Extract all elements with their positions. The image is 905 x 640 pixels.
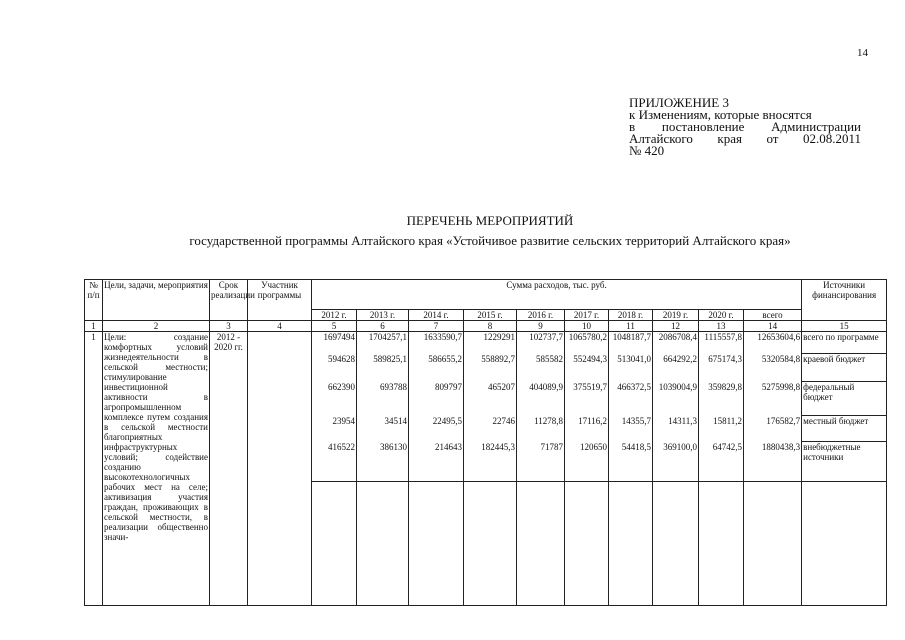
appendix-date: 02.08.2011 [802,131,861,146]
value-cell: 1633590,7 [409,332,464,354]
value-cell: 120650 [565,442,609,482]
value-cell: 386130 [357,442,409,482]
value-cell: 369100,0 [653,442,699,482]
value-cell: 1039004,9 [653,382,699,416]
value-cell: 465207 [464,382,517,416]
value-cell: 375519,7 [565,382,609,416]
header-year: 2016 г. [517,310,565,321]
value-cell: 182445,3 [464,442,517,482]
value-cell: 64742,5 [699,442,744,482]
appendix-word: в [629,119,636,134]
value-cell: 416522 [312,442,357,482]
document-title: ПЕРЕЧЕНЬ МЕРОПРИЯТИЙ [406,213,574,228]
appendix-word: Алтайского [629,131,693,146]
empty-cell [312,482,357,606]
source-cell: краевой бюджет [802,354,887,382]
appendix-word: от [766,131,779,146]
value-cell: 1065780,2 [565,332,609,354]
value-cell: 214643 [409,442,464,482]
header-term: Срок реализации [210,280,248,321]
value-cell: 1115557,8 [699,332,744,354]
value-cell: 693788 [357,382,409,416]
header-year: 2012 г. [312,310,357,321]
empty-cell [653,482,699,606]
header-year: 2013 г. [357,310,409,321]
header-year: 2018 г. [609,310,653,321]
value-cell: 34514 [357,416,409,442]
value-cell: 558892,7 [464,354,517,382]
value-cell: 22746 [464,416,517,442]
source-cell: местный бюджет [802,416,887,442]
value-cell-total: 12653604,6 [744,332,802,354]
value-cell: 664292,2 [653,354,699,382]
value-cell: 594628 [312,354,357,382]
header-year: 2014 г. [409,310,464,321]
value-cell: 71787 [517,442,565,482]
value-cell: 552494,3 [565,354,609,382]
header-participant: Участник программы [248,280,312,321]
value-cell: 466372,5 [609,382,653,416]
column-number: 12 [653,321,699,332]
appendix-word: постановление [661,119,745,134]
value-cell: 1697494 [312,332,357,354]
appendix-number: № 420 [629,143,665,158]
column-number: 5 [312,321,357,332]
value-cell: 11278,8 [517,416,565,442]
value-cell: 102737,7 [517,332,565,354]
participant-cell [248,332,312,606]
appendix-block [629,97,861,157]
appendix-line: к Изменениям, которые вносятся [629,107,812,122]
column-number: 10 [565,321,609,332]
empty-cell [409,482,464,606]
value-cell: 585582 [517,354,565,382]
column-number: 2 [103,321,210,332]
empty-cell [565,482,609,606]
value-cell: 586655,2 [409,354,464,382]
column-number: 7 [409,321,464,332]
appendix-title: ПРИЛОЖЕНИЕ 3 [629,95,729,110]
source-cell: всего по программе [802,332,887,354]
header-year-total: всего [744,310,802,321]
appendix-word: Администрации [771,119,861,134]
measures-table [84,279,887,606]
header-year: 2017 г. [565,310,609,321]
header-expenses: Сумма расходов, тыс. руб. [312,280,802,310]
value-cell: 1704257,1 [357,332,409,354]
value-cell: 513041,0 [609,354,653,382]
header-sources: Источники финансирования [802,280,887,321]
empty-cell [609,482,653,606]
empty-cell [699,482,744,606]
header-year: 2020 г. [699,310,744,321]
page-number: 14 [857,47,868,59]
value-cell-total: 176582,7 [744,416,802,442]
column-number: 14 [744,321,802,332]
empty-cell [517,482,565,606]
column-number: 6 [357,321,409,332]
value-cell-total: 1880438,3 [744,442,802,482]
column-number: 4 [248,321,312,332]
row-number: 1 [85,332,103,606]
value-cell: 589825,1 [357,354,409,382]
column-number: 13 [699,321,744,332]
value-cell: 14355,7 [609,416,653,442]
value-cell: 359829,8 [699,382,744,416]
column-number: 3 [210,321,248,332]
value-cell: 22495,5 [409,416,464,442]
column-number: 15 [802,321,887,332]
empty-cell [802,482,887,606]
value-cell-total: 5320584,8 [744,354,802,382]
column-number: 11 [609,321,653,332]
header-year: 2019 г. [653,310,699,321]
value-cell-total: 5275998,8 [744,382,802,416]
source-cell: федеральный бюджет [802,382,887,416]
column-number: 1 [85,321,103,332]
value-cell: 54418,5 [609,442,653,482]
value-cell: 404089,9 [517,382,565,416]
value-cell: 2086708,4 [653,332,699,354]
empty-cell [464,482,517,606]
value-cell: 14311,3 [653,416,699,442]
empty-cell [357,482,409,606]
document-subtitle: государственной программы Алтайского края «Устойчивое развитие сельских территорий Алтайского края» [189,233,791,248]
value-cell: 662390 [312,382,357,416]
value-cell: 809797 [409,382,464,416]
value-cell: 675174,3 [699,354,744,382]
header-goals: Цели, задачи, мероприятия [103,280,210,321]
header-num: № п/п [85,280,103,321]
source-cell: внебюджетные источники [802,442,887,482]
term-cell: 2012 - 2020 гг. [210,332,248,606]
value-cell: 15811,2 [699,416,744,442]
value-cell: 23954 [312,416,357,442]
goals-cell: Цели: создание комфортных условий жизнедеятельности в сельской местности; стимулирование инвестиционной активности в агропромышленном комплексе путем создания в сельской местности благоприятных инфраструктурных условий; содействие созданию высокотехнологичных рабочих мест на селе; активизация участия граждан, проживающих в сельской местности, в реализации общественно значи- [103,332,210,606]
empty-cell [744,482,802,606]
header-year: 2015 г. [464,310,517,321]
value-cell: 1048187,7 [609,332,653,354]
column-number: 8 [464,321,517,332]
column-number: 9 [517,321,565,332]
value-cell: 17116,2 [565,416,609,442]
appendix-word: края [717,131,742,146]
value-cell: 1229291 [464,332,517,354]
